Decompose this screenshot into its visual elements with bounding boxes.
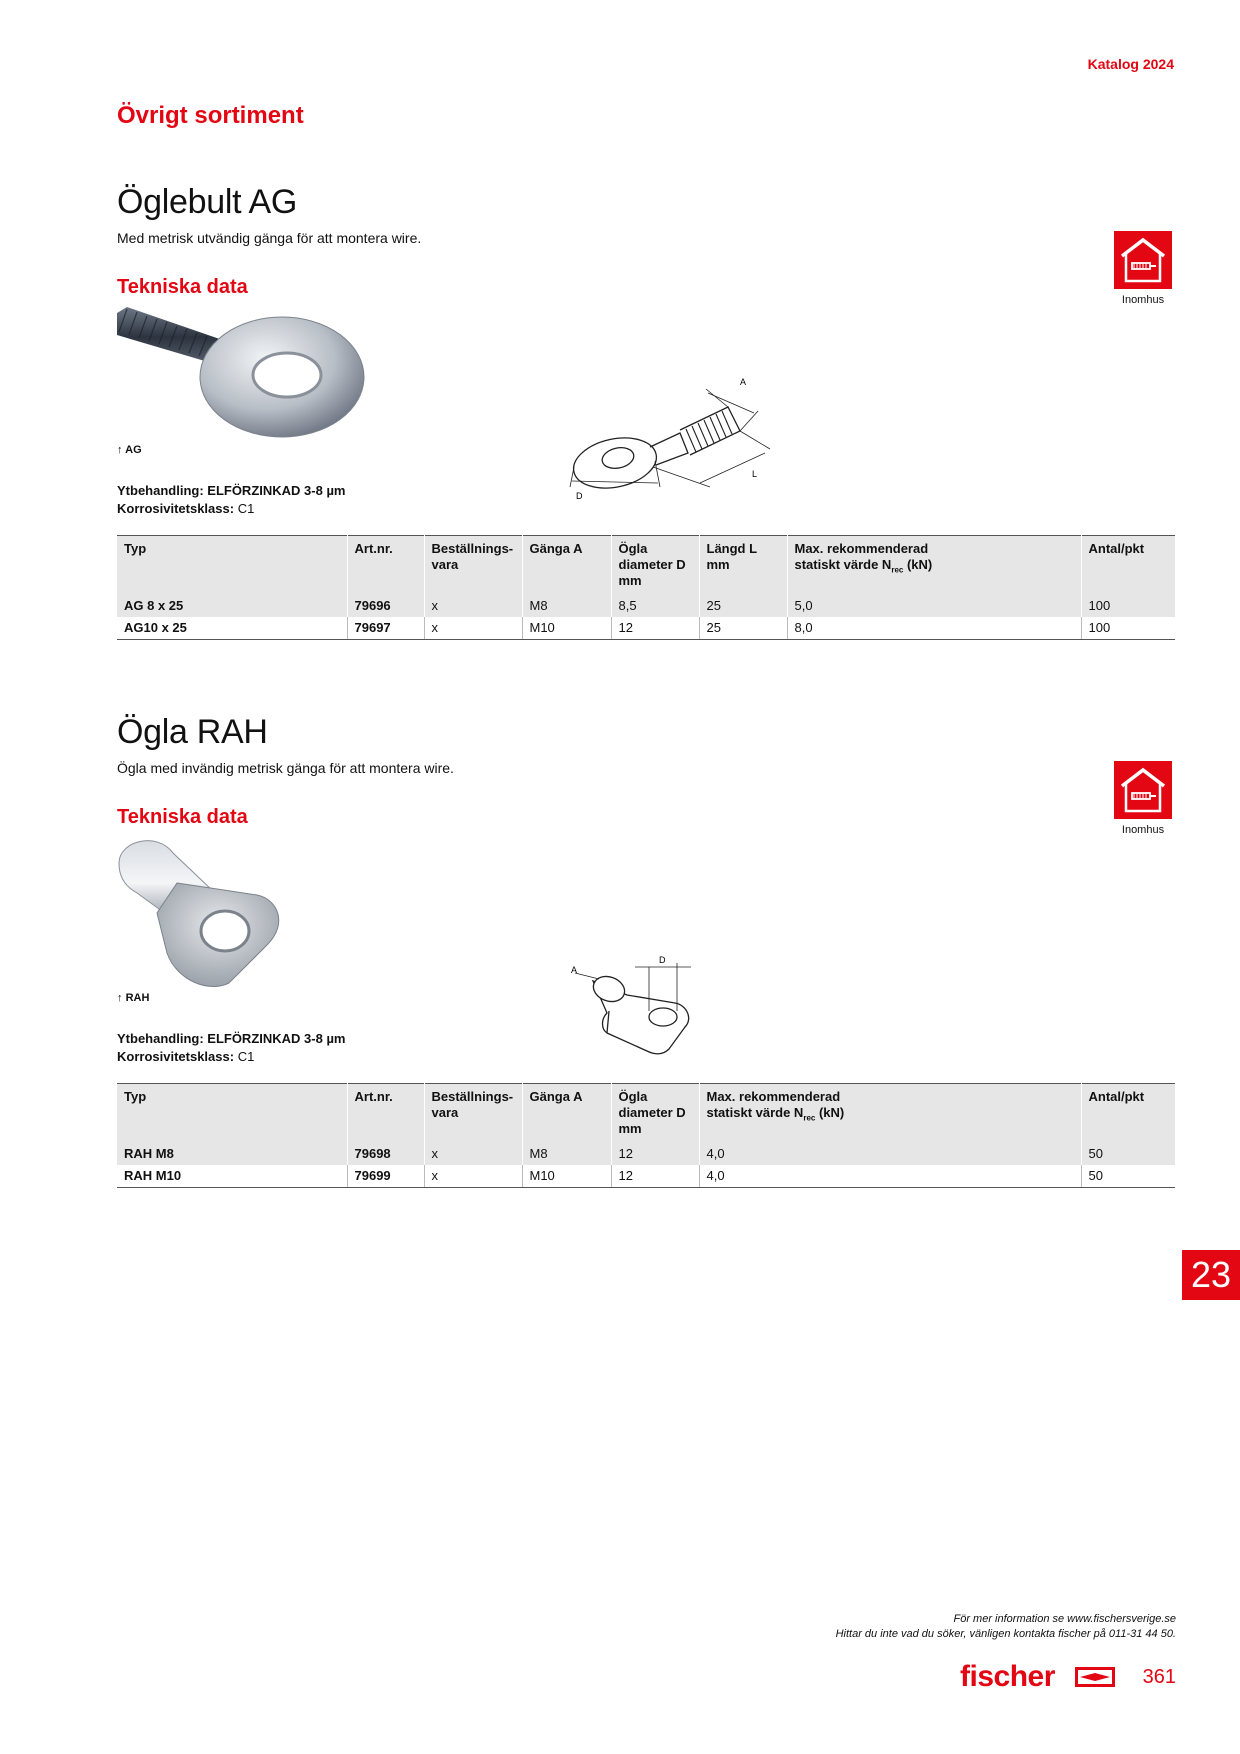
col-header: Beställnings- vara [424, 536, 522, 596]
cell-load: 8,0 [787, 617, 1081, 640]
table-row [117, 595, 1175, 617]
nrec-unit: (kN) [903, 557, 933, 572]
brand-logo [960, 1660, 1055, 1694]
cell-artnr: 79699 [347, 1165, 424, 1188]
col-header: Gänga A [522, 536, 611, 596]
col-header: Art.nr. [347, 536, 424, 596]
arrow-up-icon: ↑ [117, 992, 123, 1004]
product-title-rah: Ögla RAH [117, 713, 268, 751]
rah-lug-photo [117, 833, 317, 993]
tech-heading-ag: Tekniska data [117, 276, 248, 298]
product-description-rah: Ögla med invändig metrisk gänga för att montera wire. [117, 760, 454, 776]
nrec-subscript: rec [803, 1113, 816, 1123]
nrec-subscript: rec [891, 565, 904, 575]
cell-artnr: 79696 [347, 595, 424, 617]
corrosion-value-rah: C1 [237, 1049, 255, 1064]
surface-info-rah [117, 1030, 346, 1066]
caption-rah-text: RAH [125, 992, 150, 1004]
cell-diameter: 12 [611, 617, 699, 640]
nrec-header-text: Max. rekommenderad statiskt värde N [706, 1089, 841, 1120]
surface-treatment-rah: Ytbehandling: ELFÖRZINKAD 3-8 µm [117, 1031, 346, 1046]
table-header-row [117, 1084, 1175, 1144]
table-row [117, 1143, 1175, 1165]
section-title: Övrigt sortiment [117, 102, 304, 129]
footer-line-2: Hittar du inte vad du söker, vänligen kontakta fischer på 011-31 44 50. [835, 1628, 1176, 1640]
indoor-house-icon [1114, 761, 1172, 819]
indoor-badge-ag [1114, 231, 1172, 289]
brand-logo-mark-icon [1075, 1667, 1115, 1687]
badge-label-rah: Inomhus [1121, 824, 1165, 836]
cell-length: 25 [699, 595, 787, 617]
cell-type: RAH M10 [117, 1165, 347, 1188]
cell-qty: 100 [1081, 595, 1175, 617]
footer-info [836, 1612, 1176, 1642]
spec-table-rah [117, 1083, 1175, 1188]
col-header: Typ [117, 1084, 347, 1144]
col-header-nrec [787, 536, 1081, 596]
surface-info-ag [117, 482, 346, 518]
col-header: Typ [117, 536, 347, 596]
table-row [117, 1165, 1175, 1188]
arrow-up-icon: ↑ [117, 444, 123, 456]
col-header: Gänga A [522, 1084, 611, 1144]
cell-artnr: 79698 [347, 1143, 424, 1165]
spec-table-ag [117, 535, 1175, 640]
col-header: Ögla diameter D mm [611, 1084, 699, 1144]
cell-order: x [424, 595, 522, 617]
surface-treatment-ag: Ytbehandling: ELFÖRZINKAD 3-8 µm [117, 483, 346, 498]
cell-qty: 100 [1081, 617, 1175, 640]
nrec-unit: (kN) [815, 1105, 845, 1120]
cell-order: x [424, 1165, 522, 1188]
cell-qty: 50 [1081, 1143, 1175, 1165]
corrosion-value-ag: C1 [237, 501, 255, 516]
cell-thread: M10 [522, 1165, 611, 1188]
indoor-badge-rah [1114, 761, 1172, 819]
dim-a-ag: A [740, 377, 747, 387]
col-header: Antal/pkt [1081, 1084, 1175, 1144]
col-header: Beställnings- vara [424, 1084, 522, 1144]
chapter-tab: 23 [1182, 1250, 1240, 1300]
dim-d-rah: D [659, 955, 666, 965]
col-header: Art.nr. [347, 1084, 424, 1144]
product-title-ag: Öglebult AG [117, 183, 298, 221]
caption-ag-text: AG [125, 444, 142, 456]
tech-heading-rah: Tekniska data [117, 806, 248, 828]
corrosion-label-rah: Korrosivitetsklass: [117, 1049, 235, 1064]
eye-bolt-photo [117, 305, 372, 445]
caption-rah [117, 992, 149, 1004]
table-row [117, 617, 1175, 640]
cell-type: AG 8 x 25 [117, 595, 347, 617]
footer-line-1: För mer information se www.fischersverige.se [953, 1613, 1176, 1625]
brand-logo-text: fischer [960, 1660, 1055, 1693]
corrosion-label-ag: Korrosivitetsklass: [117, 501, 235, 516]
col-header-nrec [699, 1084, 1081, 1144]
cell-artnr: 79697 [347, 617, 424, 640]
indoor-house-icon [1114, 231, 1172, 289]
caption-ag [117, 444, 142, 456]
page-number: 361 [1142, 1666, 1176, 1688]
cell-load: 4,0 [699, 1143, 1081, 1165]
cell-order: x [424, 617, 522, 640]
cell-load: 5,0 [787, 595, 1081, 617]
rah-lug-drawing [565, 955, 725, 1055]
product-description-ag: Med metrisk utvändig gänga för att montera wire. [117, 230, 422, 246]
dim-l-ag: L [752, 469, 758, 479]
cell-type: RAH M8 [117, 1143, 347, 1165]
cell-diameter: 12 [611, 1143, 699, 1165]
cell-type: AG10 x 25 [117, 617, 347, 640]
col-header: Antal/pkt [1081, 536, 1175, 596]
cell-length: 25 [699, 617, 787, 640]
nrec-header-text: Max. rekommenderad statiskt värde N [794, 541, 929, 572]
cell-qty: 50 [1081, 1165, 1175, 1188]
cell-thread: M10 [522, 617, 611, 640]
cell-order: x [424, 1143, 522, 1165]
cell-thread: M8 [522, 595, 611, 617]
col-header: Ögla diameter D mm [611, 536, 699, 596]
col-header: Längd L mm [699, 536, 787, 596]
badge-label-ag: Inomhus [1121, 294, 1165, 306]
cell-load: 4,0 [699, 1165, 1081, 1188]
cell-diameter: 8,5 [611, 595, 699, 617]
catalog-label: Katalog 2024 [1087, 56, 1174, 72]
dim-a-rah: A [571, 965, 578, 975]
cell-diameter: 12 [611, 1165, 699, 1188]
table-header-row [117, 536, 1175, 596]
eye-bolt-drawing [560, 375, 810, 505]
dim-d-ag: D [576, 491, 583, 501]
cell-thread: M8 [522, 1143, 611, 1165]
